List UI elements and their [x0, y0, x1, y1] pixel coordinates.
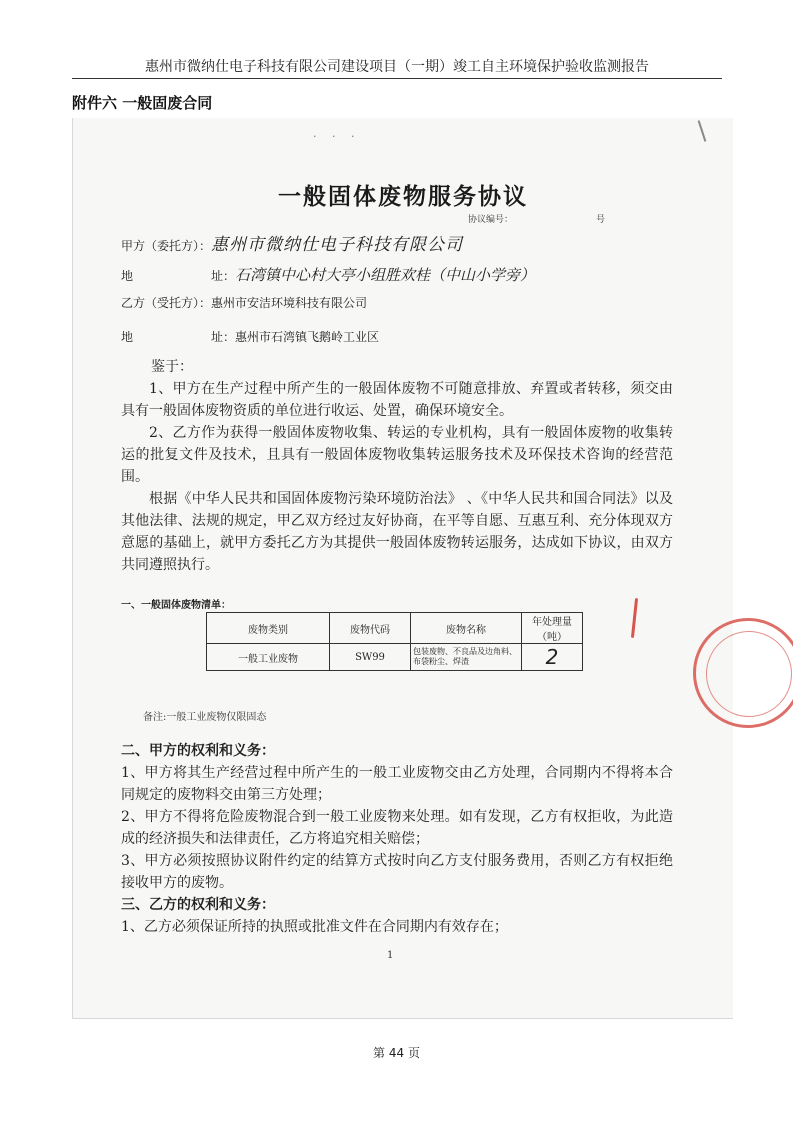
whereas-clause-1: 1、甲方在生产过程中所产生的一般固体废物不可随意排放、弃置或者转移，须交由具有一般固体废物资质的单位进行收运、处置，确保环境安全。	[121, 381, 673, 419]
seal-inner-ring	[706, 631, 792, 717]
section-2-heading: 二、甲方的权利和义务：	[121, 743, 275, 759]
party-a-label: 甲方（委托方）：	[121, 239, 212, 253]
party-a-duty-2: 2、甲方不得将危险废物混合到一般工业废物来处理。如有发现，乙方有权拒收，为此造成的经济损失和法律责任，乙方将追究相关赔偿；	[121, 809, 673, 847]
attachment-title: 附件六 一般固废合同	[72, 94, 213, 112]
whereas-clause-2: 2、乙方作为获得一般固体废物收集、转运的专业机构，具有一般固体废物的收集转运的批复文件及技术，且具有一般固体废物收集转运服务技术及环保技术咨询的经营范围。	[121, 425, 673, 485]
agreement-number-label: 协议编号：	[468, 215, 514, 225]
table-row	[207, 644, 583, 671]
whereas-label: 鉴于：	[151, 359, 193, 375]
address-label-a-b: 地	[121, 330, 134, 344]
party-b-row	[121, 294, 367, 311]
company-seal-stamp	[693, 618, 793, 728]
col-header-name: 废物名称	[411, 613, 522, 644]
scan-page-number: 1	[387, 950, 394, 961]
cell-code: SW99	[330, 644, 411, 671]
scan-specks: · · ·	[313, 130, 361, 143]
party-b-label: 乙方（受托方）：	[121, 296, 212, 310]
party-b-duty-1: 1、乙方必须保证所持的执照或批准文件在合同期内有效存在；	[121, 919, 508, 935]
party-a-address-row	[121, 264, 535, 285]
header-divider	[72, 78, 722, 79]
cell-waste-name: 包装废物、不良品及边角料、布袋粉尘、焊渣	[411, 644, 522, 671]
report-header: 惠州市微纳仕电子科技有限公司建设项目（一期）竣工自主环境保护验收监测报告	[145, 59, 649, 75]
party-a-handwritten-name: 惠州市微纳仕电子科技有限公司	[211, 235, 464, 255]
party-a-row	[121, 230, 463, 255]
table-note: 备注:一般工业废物仅限固态	[143, 712, 267, 723]
section-1-heading: 一、一般固体废物清单：	[121, 600, 231, 611]
page-footer-number: 第 44 页	[373, 1046, 420, 1060]
col-header-category: 废物类别	[207, 613, 330, 644]
cell-annual-amount: 2	[522, 644, 583, 671]
whereas-clause-3: 根据《中华人民共和国固体废物污染环境防治法》 、《中华人民共和国合同法》以及其他法律、法规的规定，甲乙双方经过友好协商，在平等自愿、互惠互利、充分体现双方意愿的基础上，就甲方委托乙方为其提供一般固体废物转运服务，达成如下协议，由双方共同遵照执行。	[121, 491, 673, 573]
waste-list-table	[206, 612, 583, 671]
address-label-a: 地	[121, 269, 134, 283]
party-b-address-row	[121, 328, 379, 345]
scanned-contract-page	[72, 118, 733, 1019]
address-label-b: 址：	[211, 269, 236, 283]
col-header-code: 废物代码	[330, 613, 411, 644]
cell-category: 一般工业废物	[207, 644, 330, 671]
section-3-heading: 三、乙方的权利和义务：	[121, 897, 275, 913]
party-b-name: 惠州市安洁环境科技有限公司	[211, 296, 368, 310]
party-a-duty-3: 3、甲方必须按照协议附件约定的结算方式按时向乙方支付服务费用，否则乙方有权拒绝接收甲方的废物。	[121, 853, 673, 891]
contract-title: 一般固体废物服务协议	[278, 183, 528, 210]
party-b-address: 惠州市石湾镇飞鹅岭工业区	[235, 330, 380, 344]
address-label-b-b: 址：	[211, 330, 236, 344]
agreement-number-suffix: 号	[596, 215, 606, 225]
scan-scratch-mark	[698, 120, 707, 142]
agreement-number	[468, 212, 606, 225]
table-header-row	[207, 613, 583, 644]
col-header-annual-amount: 年处理量（吨）	[522, 613, 583, 644]
party-a-handwritten-address: 石湾镇中心村大亭小组胜欢桂（中山小学旁）	[235, 266, 536, 284]
party-a-duty-1: 1、甲方将其生产经营过程中所产生的一般工业废物交由乙方处理，合同期内不得将本合同规定的废物料交由第三方处理；	[121, 765, 673, 803]
red-ink-mark	[631, 598, 638, 638]
